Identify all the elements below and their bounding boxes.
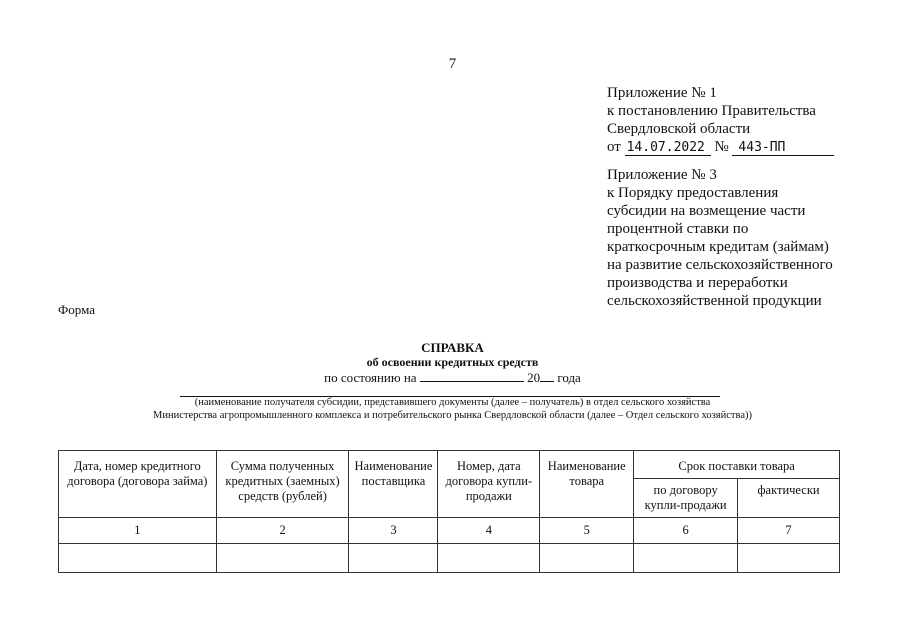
appendix-3-line: краткосрочным кредитам (займам)	[607, 239, 829, 255]
column-number: 7	[738, 518, 840, 544]
appendix-3-line: Приложение № 3	[607, 167, 717, 183]
column-header: Наименование товара	[540, 451, 634, 518]
appendix-3-line: процентной ставки по	[607, 221, 749, 237]
table-header-row	[59, 451, 840, 479]
table-row	[59, 544, 840, 573]
appendix-1-line: Приложение № 1	[607, 85, 717, 101]
appendix-1-line: Свердловской области	[607, 121, 751, 137]
column-number: 2	[216, 518, 349, 544]
date-prefix: от	[607, 139, 621, 155]
column-number: 6	[634, 518, 738, 544]
appendix-1-line: к постановлению Правительства	[607, 103, 816, 119]
recipient-note	[0, 397, 905, 422]
appendix-3-line: производства и переработки	[607, 275, 788, 291]
column-number: 3	[349, 518, 438, 544]
appendix-3-header	[607, 166, 867, 310]
table-cell[interactable]	[216, 544, 349, 573]
as-of-year-blank[interactable]	[540, 370, 554, 382]
appendix-3-line: к Порядку предоставления	[607, 185, 779, 201]
table-cell[interactable]	[738, 544, 840, 573]
table-cell[interactable]	[634, 544, 738, 573]
credit-usage-table	[58, 450, 840, 573]
column-number: 1	[59, 518, 217, 544]
column-number: 4	[438, 518, 540, 544]
recipient-note-line: Министерства агропромышленного комплекса и потребительского рынка Свердловской области (далее – Отдел сельского хозяйства))	[153, 409, 752, 421]
appendix-1-header	[607, 84, 867, 156]
table-cell[interactable]	[438, 544, 540, 573]
column-header: Дата, номер кредитного договора (договора займа)	[59, 451, 217, 518]
table-cell[interactable]	[540, 544, 634, 573]
resolution-number: 443-ПП	[732, 141, 834, 156]
column-number-row	[59, 518, 840, 544]
appendix-1-date-line	[607, 138, 867, 156]
recipient-note-line: (наименование получателя субсидии, представившего документы (далее – получатель) в отдел сельского хозяйства	[194, 397, 711, 408]
resolution-date: 14.07.2022	[625, 141, 711, 156]
appendix-3-line: сельскохозяйственной продукции	[607, 293, 822, 309]
number-prefix: №	[714, 139, 729, 155]
column-header: Сумма полученных кредитных (заемных) средств (рублей)	[216, 451, 349, 518]
column-header: по договору купли-продажи	[634, 479, 738, 518]
column-header: Наименование поставщика	[349, 451, 438, 518]
as-of-line	[0, 370, 905, 385]
document-subtitle: об освоении кредитных средств	[366, 355, 539, 369]
page-number: 7	[448, 56, 457, 72]
as-of-date-blank[interactable]	[420, 370, 524, 382]
column-header: фактически	[738, 479, 840, 518]
column-header: Номер, дата договора купли-продажи	[438, 451, 540, 518]
appendix-3-line: субсидии на возмещение части	[607, 203, 806, 219]
document-title: СПРАВКА	[421, 340, 484, 355]
column-number: 5	[540, 518, 634, 544]
column-group-header: Срок поставки товара	[634, 451, 840, 479]
document-title-block	[0, 340, 905, 385]
as-of-suffix: года	[557, 370, 581, 385]
table-cell[interactable]	[349, 544, 438, 573]
as-of-year-prefix: 20	[527, 370, 541, 385]
form-label: Форма	[58, 302, 95, 317]
as-of-prefix: по состоянию на	[324, 370, 417, 385]
appendix-3-line: на развитие сельскохозяйственного	[607, 257, 833, 273]
table-cell[interactable]	[59, 544, 217, 573]
